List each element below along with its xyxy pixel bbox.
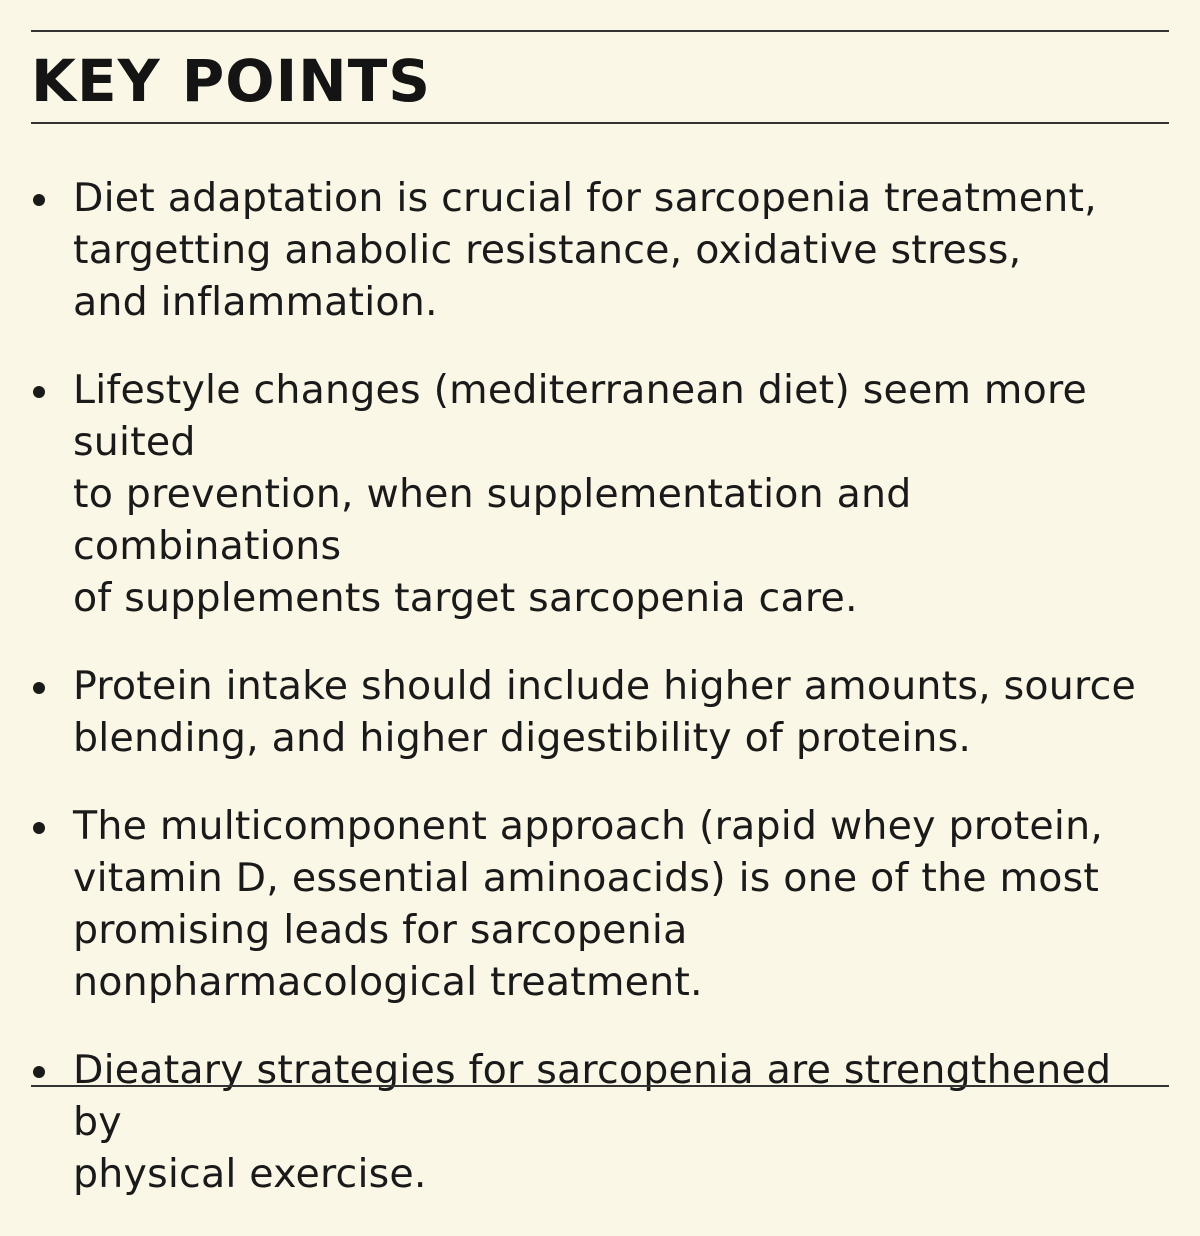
key-point-line: targetting anabolic resistance, oxidative stress,: [73, 227, 1022, 273]
key-point-3: [31, 660, 1169, 764]
key-point-line: to prevention, when supplementation and combinations: [73, 471, 912, 569]
key-point-5: [31, 1044, 1169, 1200]
key-point-line: Lifestyle changes (mediterranean diet) seem more suited: [73, 367, 1088, 465]
bullet-icon: [33, 822, 45, 834]
bullet-icon: [33, 1066, 45, 1078]
bullet-icon: [33, 682, 45, 694]
key-point-1: [31, 172, 1169, 328]
key-points-box: [31, 30, 1169, 1197]
key-point-line: physical exercise.: [73, 1151, 427, 1197]
key-point-line: promising leads for sarcopenia: [73, 907, 688, 953]
bullet-icon: [33, 194, 45, 206]
top-rule: [31, 30, 1169, 32]
box-title: KEY POINTS: [31, 47, 432, 115]
key-point-line: Diet adaptation is crucial for sarcopenia treatment,: [73, 175, 1097, 221]
title-rule: [31, 122, 1169, 124]
key-point-line: blending, and higher digestibility of proteins.: [73, 715, 972, 761]
key-point-2: [31, 364, 1169, 624]
key-point-4: [31, 800, 1169, 1008]
key-point-line: of supplements target sarcopenia care.: [73, 575, 858, 621]
key-point-line: nonpharmacological treatment.: [73, 959, 703, 1005]
key-point-line: Protein intake should include higher amounts, source: [73, 663, 1137, 709]
key-point-line: and inflammation.: [73, 279, 438, 325]
bullet-icon: [33, 386, 45, 398]
key-point-line: Dieatary strategies for sarcopenia are strengthened by: [73, 1047, 1112, 1145]
key-point-line: vitamin D, essential aminoacids) is one of the most: [73, 855, 1100, 901]
key-points-list: [31, 172, 1169, 1236]
key-point-line: The multicomponent approach (rapid whey protein,: [73, 803, 1104, 849]
bottom-rule: [31, 1085, 1169, 1087]
